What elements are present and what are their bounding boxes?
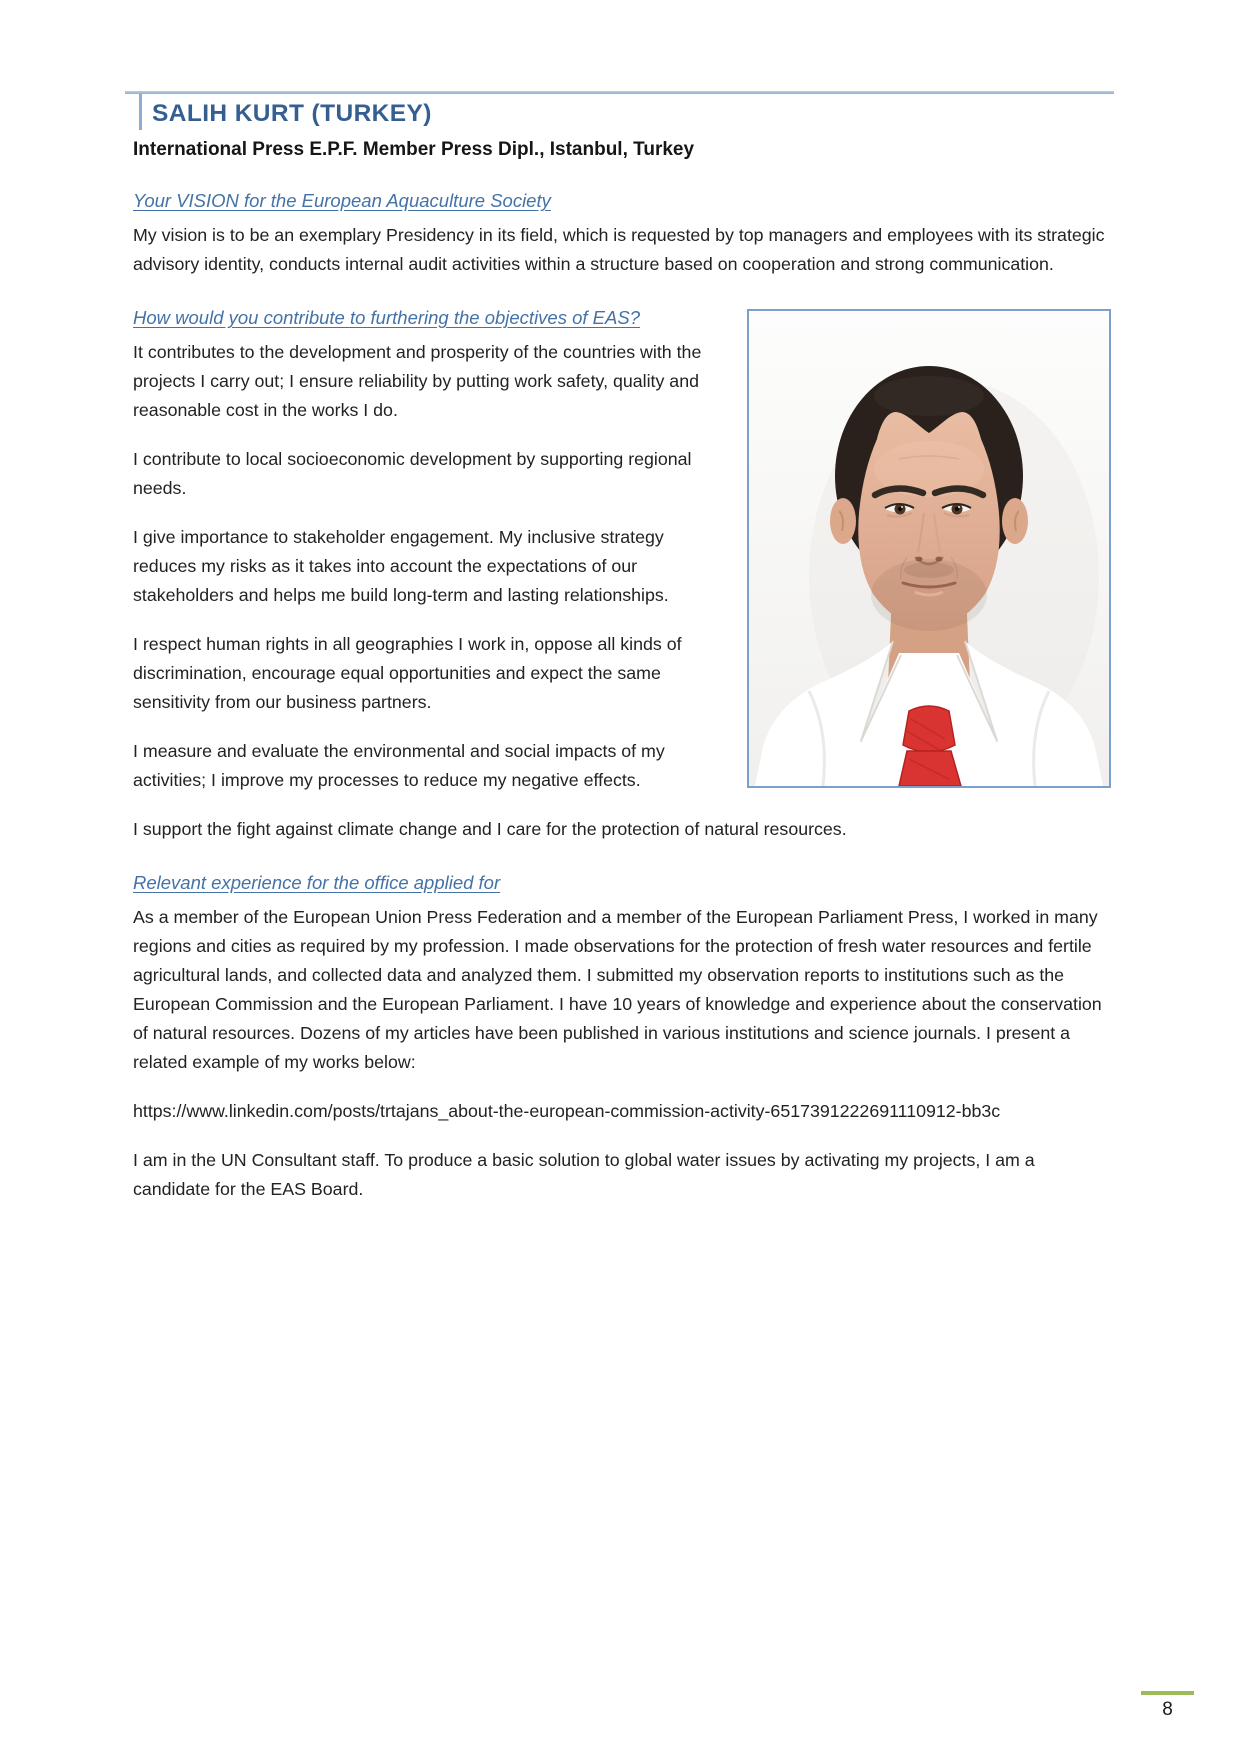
candidate-photo bbox=[747, 309, 1111, 788]
paragraph-contribution-3: I give importance to stakeholder engagement. My inclusive strategy reduces my risks as it takes into account the expectations of our stakeholders and helps me build long-term and lasting relationships. bbox=[133, 527, 669, 605]
portrait-illustration bbox=[749, 311, 1109, 786]
paragraph-contribution-5: I measure and evaluate the environmental and social impacts of my activities; I improve my processes to reduce my negative effects. bbox=[133, 741, 665, 790]
paragraph-contribution-6: I support the fight against climate change and I care for the protection of natural resources. bbox=[133, 819, 847, 839]
document-page bbox=[133, 94, 1111, 1224]
section-heading-vision: Your VISION for the European Aquaculture Society bbox=[133, 190, 551, 211]
section-experience bbox=[133, 868, 1111, 1204]
candidate-subtitle: International Press E.P.F. Member Press Dipl., Istanbul, Turkey bbox=[133, 139, 695, 160]
paragraph-contribution-2: I contribute to local socioeconomic development by supporting regional needs. bbox=[133, 449, 692, 498]
section-heading-experience: Relevant experience for the office applied for bbox=[133, 872, 501, 893]
paragraph-contribution-1: It contributes to the development and prosperity of the countries with the projects I carry out; I ensure reliability by putting work safety, quality and reasonable cost in the works I do. bbox=[133, 342, 702, 420]
paragraph-experience-2: I am in the UN Consultant staff. To produce a basic solution to global water issues by activating my projects, I am a candidate for the EAS Board. bbox=[133, 1150, 1035, 1199]
paragraph-contribution-4: I respect human rights in all geographies I work in, oppose all kinds of discrimination, encourage equal opportunities and expect the same sensitivity from our business partners. bbox=[133, 634, 682, 712]
page-footer bbox=[1141, 1691, 1194, 1721]
title-accent-bar bbox=[139, 94, 1111, 130]
linkedin-url-text: https://www.linkedin.com/posts/trtajans_about-the-european-commission-activity-6517391222691110912-bb3c bbox=[133, 1101, 1001, 1121]
section-contribution bbox=[133, 303, 1111, 844]
section-vision bbox=[133, 186, 1111, 279]
candidate-name-title: SALIH KURT (TURKEY) bbox=[152, 100, 432, 127]
footer-rule bbox=[1141, 1691, 1194, 1695]
candidate-header bbox=[133, 94, 1111, 162]
paragraph-experience-1: As a member of the European Union Press Federation and a member of the European Parliament Press, I worked in many regions and cities as required by my profession. I made observations for the protection of fresh water resources and fertile agricultural lands, and collected data and analyzed them. I submitted my observation reports to institutions such as the European Commission and the European Parliament. I have 10 years of knowledge and experience about the conservation of natural resources. Dozens of my articles have been published in various institutions and science journals. I present a related example of my works below: bbox=[133, 907, 1102, 1072]
page-number: 8 bbox=[1162, 1699, 1173, 1720]
section-heading-contribution: How would you contribute to furthering the objectives of EAS? bbox=[133, 307, 640, 328]
paragraph-vision: My vision is to be an exemplary Presidency in its field, which is requested by top managers and employees with its strategic advisory identity, conducts internal audit activities within a structure based on cooperation and strong communication. bbox=[133, 225, 1105, 274]
